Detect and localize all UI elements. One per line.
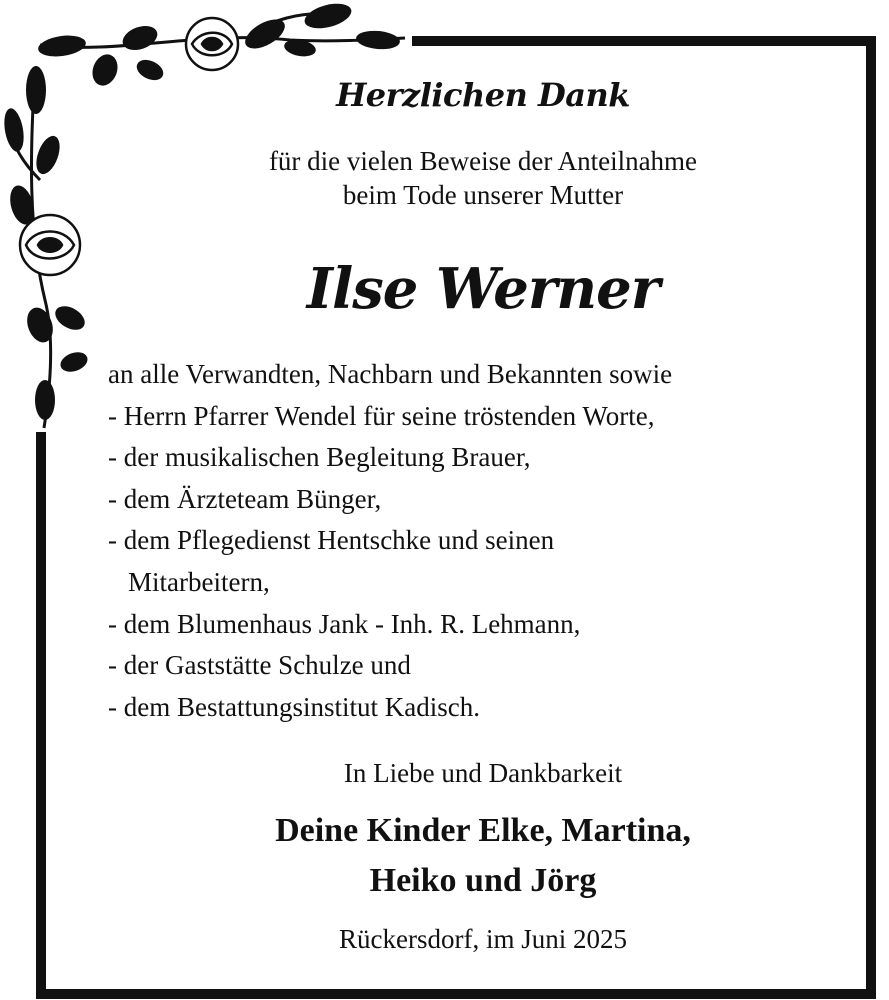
frame-left-border [36,432,46,999]
frame-right-border [866,36,876,999]
thanks-line: - der musikalischen Begleitung Brauer, [108,442,531,473]
thanks-line: - Herrn Pfarrer Wendel für seine tröstenden Worte, [108,400,655,431]
intro-line: für die vielen Beweise der Anteilnahme [268,146,698,176]
intro-text [100,144,866,212]
frame-bottom-border [36,989,876,999]
thanks-line: Mitarbeitern, [128,566,270,597]
heading-thanks: Herzlichen Dank [336,76,630,114]
deceased-name: Ilse Werner [306,256,660,322]
frame-top-border [412,36,876,46]
thanks-list [108,354,858,728]
thanks-line: - dem Bestattungsinstitut Kadisch. [108,691,480,722]
signers-line: Heiko und Jörg [369,862,597,899]
thanks-line: - dem Ärzteteam Bünger, [108,483,382,514]
thanks-line: - dem Pflegedienst Hentschke und seinen [108,525,555,556]
place-date: Rückersdorf, im Juni 2025 [339,924,627,954]
closing-text: In Liebe und Dankbarkeit [343,758,623,788]
intro-line: beim Tode unserer Mutter [342,180,624,210]
signers-line: Deine Kinder Elke, Martina, [275,812,691,849]
thanks-line: an alle Verwandten, Nachbarn und Bekannten sowie [108,359,673,389]
thanks-line: - dem Blumenhaus Jank - Inh. R. Lehmann, [108,608,581,639]
thanks-line: - der Gaststätte Schulze und [108,650,411,681]
signers [100,806,866,906]
